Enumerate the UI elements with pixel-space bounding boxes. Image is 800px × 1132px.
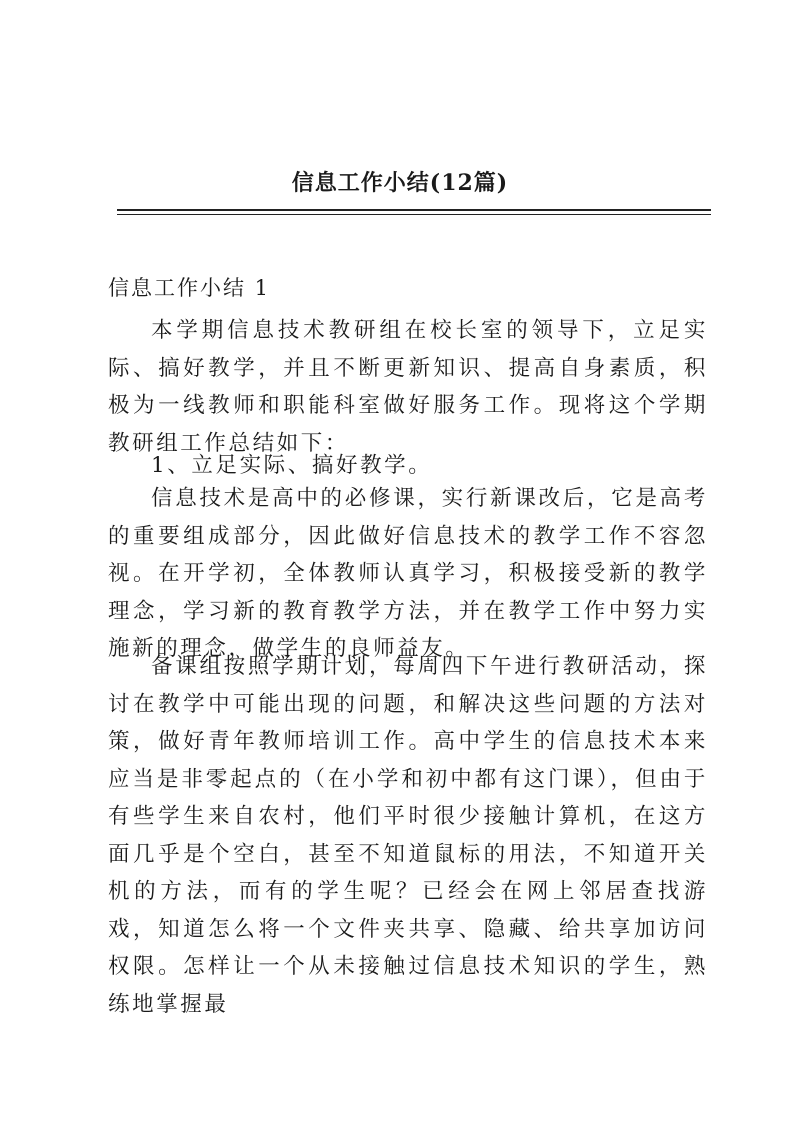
title-rule-thin bbox=[117, 214, 711, 215]
title-rule-thick bbox=[117, 209, 711, 211]
section-heading: 信息工作小结 1 bbox=[108, 276, 271, 300]
list-item-1: 1、立足实际、搞好教学。 bbox=[151, 453, 433, 478]
paragraph-3: 备课组按照学期计划，每周四下午进行教研活动，探讨在教学中可能出现的问题，和解决这些问题的方法对策，做好青年教师培训工作。高中学生的信息技术本来应当是非零起点的（在小学和初中都有这门课），但由于有些学生来自农村，他们平时很少接触计算机，在这方面几乎是个空白，甚至不知道鼠标的用法，不知道开关机的方法，而有的学生呢？已经会在网上邻居查找游戏，知道怎么将一个文件夹共享、隐藏、给共享加访问权限。怎样让一个从未接触过信息技术知识的学生，熟练地掌握最 bbox=[108, 654, 708, 1017]
paragraph-intro: 本学期信息技术教研组在校长室的领导下，立足实际、搞好教学，并且不断更新知识、提高自身素质，积极为一线教师和职能科室做好服务工作。现将这个学期教研组工作总结如下： bbox=[108, 318, 708, 456]
document-title: 信息工作小结(12篇) bbox=[291, 170, 509, 196]
paragraph-2: 信息技术是高中的必修课，实行新课改后，它是高考的重要组成部分，因此做好信息技术的教学工作不容忽视。在开学初，全体教师认真学习，积极接受新的教学理念，学习新的教育教学方法，并在教学工作中努力实施新的理念，做学生的良师益友。 bbox=[108, 486, 708, 661]
